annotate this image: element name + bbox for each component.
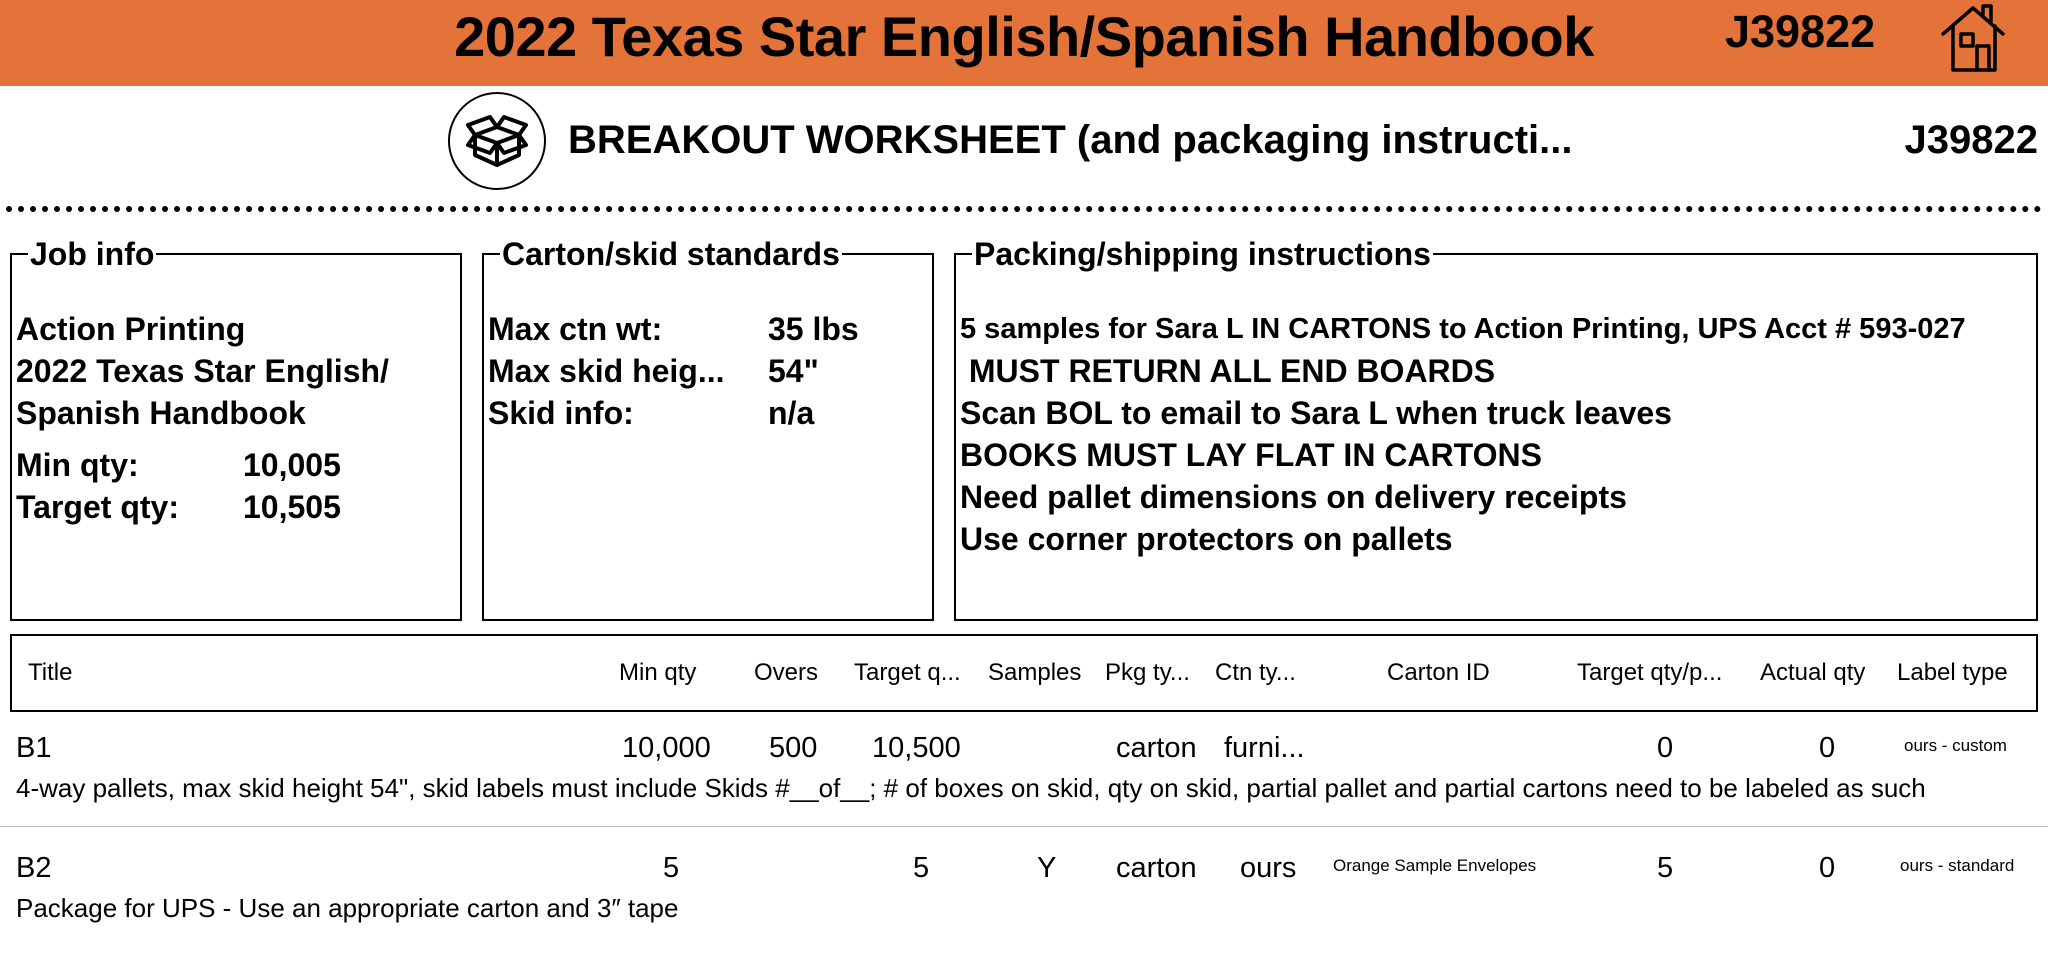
- table-row[interactable]: [0, 730, 2048, 828]
- column-header-label-type[interactable]: Label type: [1897, 659, 2008, 686]
- max-skid-height-row: [488, 350, 928, 392]
- row-target-qty-per: 5: [1657, 852, 1674, 884]
- column-header-target-qty-per[interactable]: Target qty/p...: [1577, 659, 1723, 686]
- row-min-qty: 10,000: [622, 732, 711, 764]
- package-box-icon: [448, 92, 546, 190]
- shipping-line: Need pallet dimensions on delivery receipts: [960, 479, 1627, 515]
- job-title-line2: Spanish Handbook: [16, 395, 306, 431]
- max-skid-height-value: 54": [768, 353, 819, 389]
- shipping-instructions-legend: Packing/shipping instructions: [974, 236, 1431, 272]
- skid-info-label: Skid info:: [488, 395, 634, 431]
- row-ctn-type: ours: [1240, 852, 1297, 884]
- max-carton-weight-value: 35 lbs: [768, 311, 859, 347]
- target-qty-row: [16, 486, 456, 528]
- min-qty-label: Min qty:: [16, 447, 139, 483]
- home-icon[interactable]: [1937, 2, 2009, 74]
- shipping-line: 5 samples for Sara L IN CARTONS to Action Printing, UPS Acct # 593-027: [960, 313, 1966, 345]
- min-qty-value: 10,005: [243, 447, 341, 483]
- column-header-samples[interactable]: Samples: [988, 659, 1082, 686]
- column-header-overs[interactable]: Overs: [754, 659, 819, 686]
- job-info-panel: [10, 236, 462, 621]
- worksheet-job-number: J39822: [1904, 118, 2038, 162]
- row-note: 4-way pallets, max skid height 54", skid labels must include Skids #__of__; # of boxes on skid, qty on skid, partial pallet and partial cartons need to be labeled as such: [16, 773, 1926, 803]
- shipping-instructions-panel: [954, 236, 2038, 621]
- column-header-pkg-type[interactable]: Pkg ty...: [1105, 659, 1190, 686]
- carton-standards-legend: Carton/skid standards: [502, 236, 840, 272]
- row-target-qty: 5: [913, 852, 930, 884]
- row-divider: [0, 826, 2048, 827]
- column-header-min-qty[interactable]: Min qty: [619, 659, 697, 686]
- dotted-divider: [6, 206, 2042, 212]
- shipping-line: BOOKS MUST LAY FLAT IN CARTONS: [960, 437, 1542, 473]
- skid-info-value: n/a: [768, 395, 815, 431]
- page-title: 2022 Texas Star English/Spanish Handbook: [454, 5, 1594, 68]
- row-actual-qty: 0: [1819, 852, 1836, 884]
- row-title: B2: [16, 852, 52, 884]
- row-label-type: ours - custom: [1904, 736, 2007, 755]
- job-company: Action Printing: [16, 311, 246, 347]
- row-samples: Y: [1037, 852, 1057, 884]
- target-qty-label: Target qty:: [16, 489, 179, 525]
- shipping-line: MUST RETURN ALL END BOARDS: [960, 353, 1496, 389]
- row-carton-id: Orange Sample Envelopes: [1333, 856, 1537, 875]
- row-title: B1: [16, 732, 52, 764]
- max-skid-height-label: Max skid heig...: [488, 353, 725, 389]
- column-header-actual-qty[interactable]: Actual qty: [1760, 659, 1866, 686]
- row-min-qty: 5: [663, 852, 680, 884]
- row-note: Package for UPS - Use an appropriate carton and 3″ tape: [16, 893, 679, 923]
- job-number: J39822: [1725, 6, 1876, 57]
- row-ctn-type: furni...: [1224, 732, 1305, 764]
- column-header-target-qty[interactable]: Target q...: [854, 659, 961, 686]
- column-header-ctn-type[interactable]: Ctn ty...: [1215, 659, 1296, 686]
- row-pkg-type: carton: [1116, 852, 1197, 884]
- header-banner: [0, 0, 2048, 86]
- job-title-line1: 2022 Texas Star English/: [16, 353, 389, 389]
- column-header-title[interactable]: Title: [28, 659, 73, 686]
- skid-info-row: [488, 392, 928, 434]
- row-target-qty: 10,500: [872, 732, 961, 764]
- target-qty-value: 10,505: [243, 489, 341, 525]
- worksheet-title: BREAKOUT WORKSHEET (and packaging instructi...: [568, 118, 1573, 162]
- column-header-carton-id[interactable]: Carton ID: [1387, 659, 1490, 686]
- table-row[interactable]: [0, 850, 2048, 948]
- shipping-line: Use corner protectors on pallets: [960, 521, 1453, 557]
- row-target-qty-per: 0: [1657, 732, 1674, 764]
- carton-standards-panel: [482, 236, 934, 621]
- job-info-legend: Job info: [30, 236, 155, 272]
- shipping-line: Scan BOL to email to Sara L when truck leaves: [960, 395, 1672, 431]
- min-qty-row: [16, 444, 456, 486]
- row-actual-qty: 0: [1819, 732, 1836, 764]
- max-carton-weight-label: Max ctn wt:: [488, 311, 663, 347]
- row-pkg-type: carton: [1116, 732, 1197, 764]
- table-header: [10, 634, 2038, 712]
- row-label-type: ours - standard: [1900, 856, 2015, 875]
- max-carton-weight-row: [488, 308, 928, 350]
- row-overs: 500: [769, 732, 818, 764]
